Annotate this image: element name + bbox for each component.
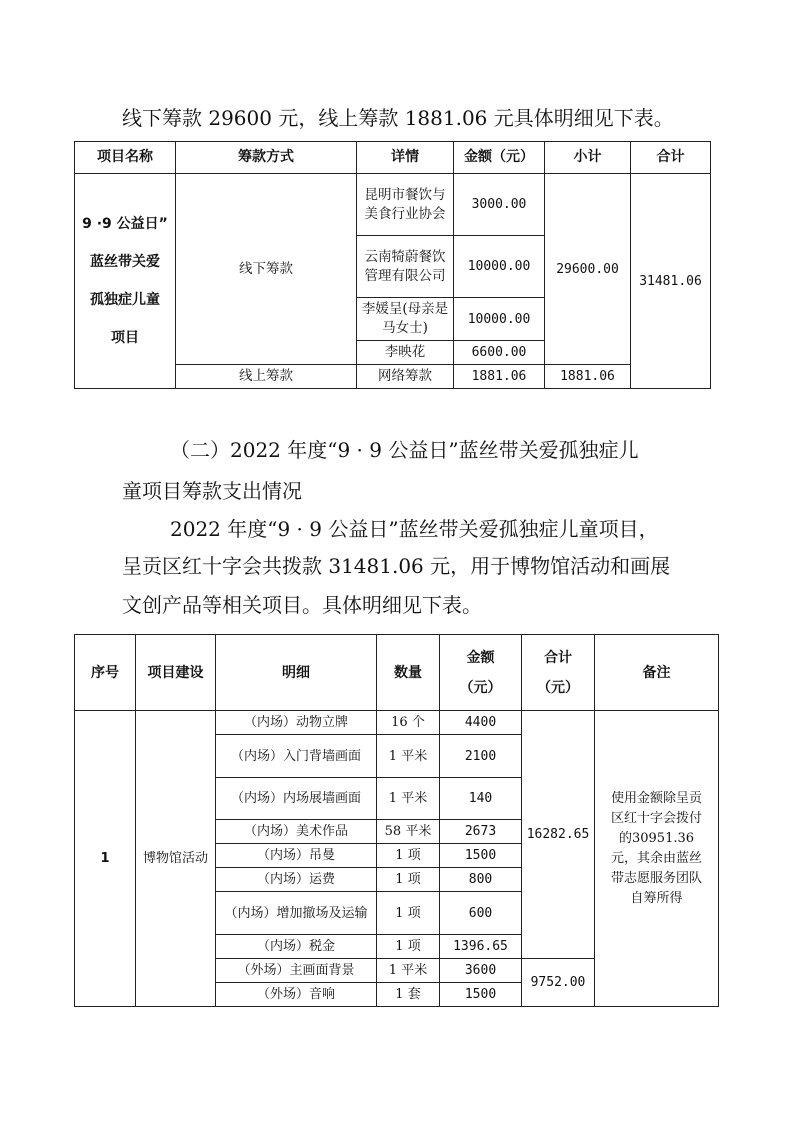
qty-cell: 58 平米 (377, 820, 440, 844)
header-amount-line2: （元） (459, 679, 502, 696)
header-subtotal: 小计 (545, 142, 631, 174)
detail-cell: 云南犄蔚餐饮管理有限公司 (357, 236, 454, 298)
header-project: 项目建设 (136, 635, 216, 711)
project-line: 蓝丝带关爱 (90, 254, 160, 270)
header-seq: 序号 (75, 635, 136, 711)
detail-cell: （内场）美术作品 (216, 820, 377, 844)
amount-cell: 2100 (440, 735, 522, 778)
amount-cell: 3600 (440, 959, 522, 983)
amount-cell: 10000.00 (454, 236, 545, 298)
note-cell: 使用金额除呈贡区红十字会拨付的30951.36 元，其余由蓝丝带志愿服务团队自筹所得 (595, 711, 719, 1007)
header-project-name: 项目名称 (75, 142, 176, 174)
amount-cell: 140 (440, 778, 522, 820)
header-amount: 金额（元） (454, 142, 545, 174)
offline-subtotal-cell: 29600.00 (545, 174, 631, 365)
header-details: 详情 (357, 142, 454, 174)
inner-total-cell: 16282.65 (522, 711, 595, 959)
expenditure-table (74, 634, 719, 1007)
online-method-cell: 线上筹款 (176, 365, 357, 389)
outer-total-cell: 9752.00 (522, 959, 595, 1007)
qty-cell: 1 项 (377, 844, 440, 868)
detail-cell: 李映花 (357, 341, 454, 365)
intro-line: 线下筹款 29600 元，线上筹款 1881.06 元具体明细见下表。 (122, 106, 674, 130)
amount-cell: 1881.06 (454, 365, 545, 389)
seq-cell: 1 (75, 711, 136, 1007)
detail-cell: （内场）运费 (216, 868, 377, 892)
amount-cell: 1500 (440, 844, 522, 868)
amount-cell: 2673 (440, 820, 522, 844)
body-line1: 2022 年度“9 · 9 公益日”蓝丝带关爱孤独症儿童项目， (170, 517, 659, 541)
header-qty: 数量 (377, 635, 440, 711)
project-line: 项目 (111, 330, 139, 346)
project-line: 孤独症儿童 (90, 292, 160, 308)
amount-cell: 4400 (440, 711, 522, 735)
header-amount (440, 635, 522, 711)
header-amount-line1: 金额 (466, 649, 495, 666)
project-name-cell (75, 174, 176, 389)
body-line3: 文创产品等相关项目。具体明细见下表。 (122, 593, 482, 617)
detail-cell: （内场）动物立牌 (216, 711, 377, 735)
amount-cell: 10000.00 (454, 298, 545, 341)
qty-cell: 1 平米 (377, 959, 440, 983)
detail-cell: （内场）入门背墙画面 (216, 735, 377, 778)
header-total-line2: （元） (537, 679, 579, 696)
detail-cell: （外场）主画面背景 (216, 959, 377, 983)
detail-cell: 网络筹款 (357, 365, 454, 389)
header-total-line1: 合计 (544, 649, 572, 666)
detail-cell: （内场）增加撤场及运输 (216, 892, 377, 935)
amount-cell: 6600.00 (454, 341, 545, 365)
section-heading-line2: 童项目筹款支出情况 (122, 479, 302, 503)
fundraising-table (74, 141, 711, 389)
amount-cell: 1500 (440, 983, 522, 1007)
amount-cell: 1396.65 (440, 935, 522, 959)
header-note: 备注 (595, 635, 719, 711)
detail-cell: （内场）内场展墙画面 (216, 778, 377, 820)
project-cell: 博物馆活动 (136, 711, 216, 1007)
amount-cell: 3000.00 (454, 174, 545, 236)
amount-cell: 800 (440, 868, 522, 892)
header-total (522, 635, 595, 711)
online-subtotal-cell: 1881.06 (545, 365, 631, 389)
detail-cell: 昆明市餐饮与美食行业协会 (357, 174, 454, 236)
header-detail: 明细 (216, 635, 377, 711)
detail-cell: （内场）税金 (216, 935, 377, 959)
detail-cell: （内场）吊曼 (216, 844, 377, 868)
detail-cell: （外场）音响 (216, 983, 377, 1007)
grand-total-cell: 31481.06 (631, 174, 711, 389)
offline-method-cell: 线下筹款 (176, 174, 357, 365)
body-line2: 呈贡区红十字会共拨款 31481.06 元，用于博物馆活动和画展 (122, 554, 671, 578)
detail-cell: 李媛呈(母亲是马女士) (357, 298, 454, 341)
qty-cell: 1 平米 (377, 778, 440, 820)
amount-cell: 600 (440, 892, 522, 935)
qty-cell: 1 套 (377, 983, 440, 1007)
qty-cell: 1 平米 (377, 735, 440, 778)
qty-cell: 16 个 (377, 711, 440, 735)
header-method: 筹款方式 (176, 142, 357, 174)
qty-cell: 1 项 (377, 935, 440, 959)
qty-cell: 1 项 (377, 892, 440, 935)
qty-cell: 1 项 (377, 868, 440, 892)
project-line: 9 ·9 公益日” (82, 216, 168, 232)
section-heading-line1: （二）2022 年度“9 · 9 公益日”蓝丝带关爱孤独症儿 (170, 438, 639, 462)
header-total: 合计 (631, 142, 711, 174)
